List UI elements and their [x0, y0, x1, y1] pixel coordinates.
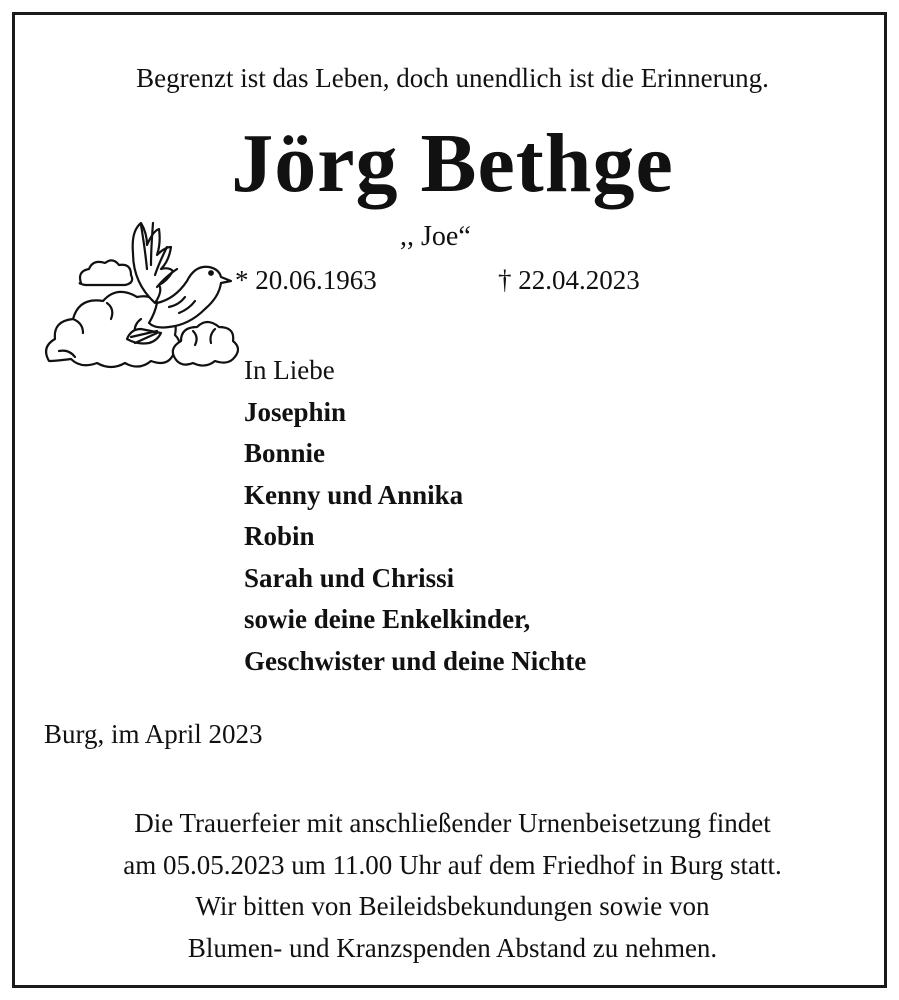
motto: Begrenzt ist das Leben, doch unendlich ist die Erinnerung. [136, 63, 769, 93]
funeral-notice [15, 803, 890, 969]
deceased-name: Jörg Bethge [231, 117, 674, 210]
mourner-name: sowie deine Enkelkinder, [244, 604, 531, 634]
nickname: ,, Joe“ [400, 221, 471, 252]
mourner-name: Geschwister und deine Nichte [244, 645, 587, 676]
mourners-list [244, 350, 586, 682]
mourner-name: Kenny und Annika [244, 479, 464, 510]
place-date: Burg, im April 2023 [44, 719, 263, 749]
obituary-frame [12, 12, 887, 988]
notice-line: Wir bitten von Beileidsbekundungen sowie von [195, 891, 710, 921]
notice-line: Die Trauerfeier mit anschließender Urnenbeisetzung findet [134, 808, 771, 838]
mourner-name: Robin [244, 521, 315, 551]
mourner-name: Bonnie [244, 438, 326, 468]
mourner-name: Sarah und Chrissi [244, 562, 455, 593]
birth-date: * 20.06.1963 [235, 265, 377, 295]
notice-line: am 05.05.2023 um 11.00 Uhr auf dem Friedhof in Burg statt. [123, 849, 782, 880]
dove-with-clouds-icon [29, 211, 239, 396]
mourners-intro: In Liebe [244, 355, 335, 385]
death-date: † 22.04.2023 [498, 265, 640, 295]
mourner-name: Josephin [244, 396, 347, 427]
notice-line: Blumen- und Kranzspenden Abstand zu nehmen. [187, 932, 718, 963]
